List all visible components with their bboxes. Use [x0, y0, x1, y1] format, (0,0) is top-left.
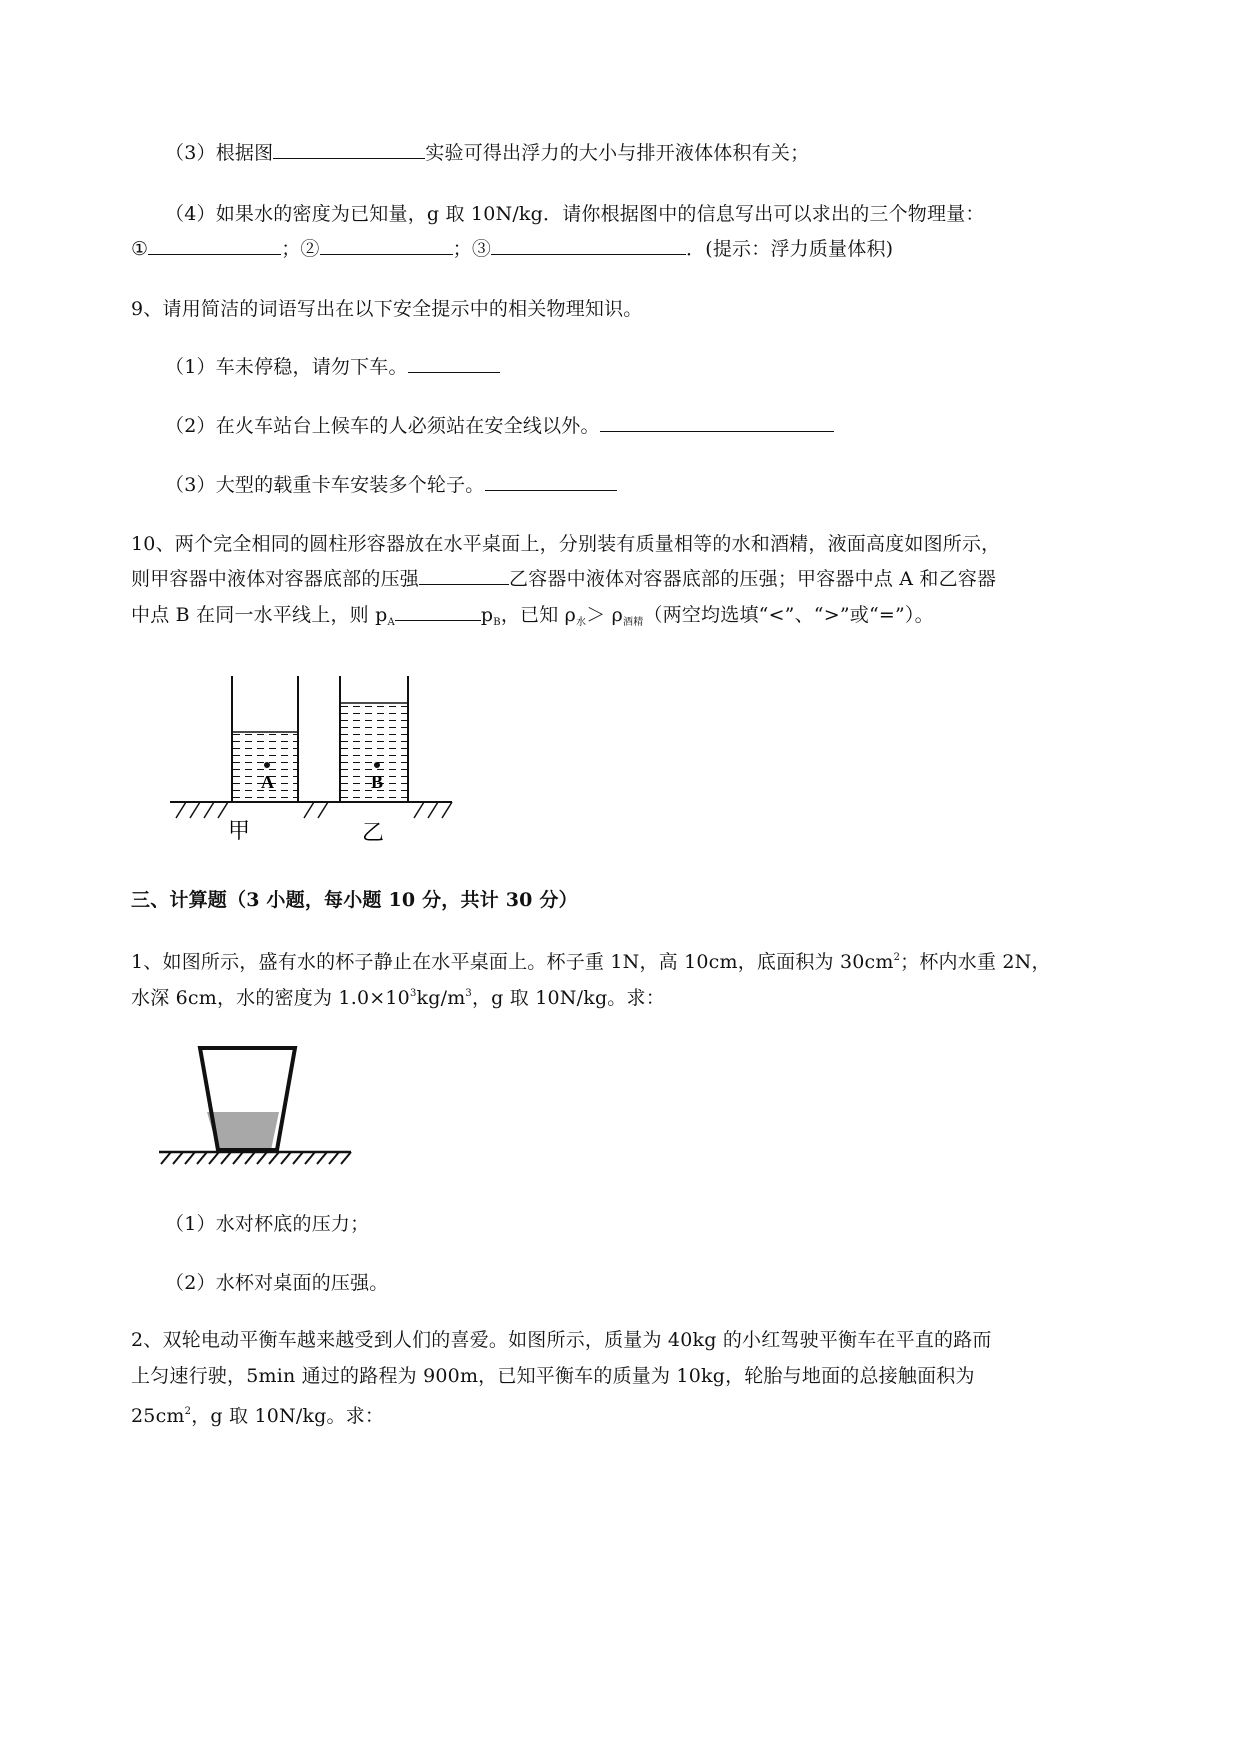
q10-line2 [131, 566, 996, 592]
label-jia: 甲 [228, 819, 251, 844]
c1-line2-sup2: 3 [465, 988, 472, 999]
q8-part4-blank-3[interactable] [491, 236, 686, 255]
q8-part3-suffix: 实验可得出浮力的大小与排开液体体积有关； [425, 142, 810, 164]
circle-3: ；③ [452, 238, 492, 260]
q10-pb-subscript: B [493, 617, 501, 628]
c2-line3-text: 25cm [131, 1405, 185, 1427]
point-b-label: B [371, 772, 384, 792]
q10-pb-text: p [480, 604, 494, 626]
c1-line1 [131, 945, 1051, 975]
q8-part3-prefix: （3）根据图 [165, 142, 274, 164]
q8-part4-hint: ．(提示：浮力质量体积) [686, 238, 894, 260]
circle-1: ① [131, 238, 149, 260]
q8-part3-blank[interactable] [273, 140, 425, 159]
q10-line2-prefix: 则甲容器中液体对容器底部的压强 [131, 568, 420, 590]
c2-line1: 2、双轮电动平衡车越来越受到人们的喜爱。如图所示，质量为 40kg 的小红驾驶平衡车在平直的路而 [131, 1329, 992, 1351]
q9-item-3-blank[interactable] [485, 472, 617, 491]
c1-line2-text: 水深 6cm，水的密度为 1.0×10 [131, 987, 410, 1009]
q9-item-1 [165, 354, 500, 380]
q10-line2-suffix: 乙容器中液体对容器底部的压强；甲容器中点 A 和乙容器 [509, 568, 997, 590]
c1-line2 [131, 981, 665, 1011]
c1-item-1: （1）水对杯底的压力； [165, 1213, 370, 1235]
q9-item-1-text: （1）车未停稳，请勿下车。 [165, 356, 408, 378]
c1-line2-unit: kg/m [416, 987, 466, 1009]
q10-blank-2[interactable] [395, 602, 481, 621]
q8-part3 [165, 140, 809, 166]
c2-line3-sup: 2 [184, 1406, 192, 1417]
label-yi: 乙 [362, 821, 385, 846]
c2-line2: 上匀速行驶，5min 通过的路程为 900m，已知平衡车的质量为 10kg，轮胎与地面的总接触面积为 [131, 1365, 975, 1387]
c1-line1-sup: 2 [893, 952, 901, 963]
q10-rho-water: ，已知 ρ [500, 604, 577, 626]
point-b-dot [374, 762, 380, 768]
q8-part4-blank-1[interactable] [148, 236, 281, 255]
q10-line3-suffix: （两空均选填“<”、“>”或“=”）。 [643, 604, 934, 626]
ground-hatch [170, 802, 452, 818]
c1-line2-sup1: 3 [409, 988, 417, 999]
q9-title: 9、请用简洁的词语写出在以下安全提示中的相关物理知识。 [131, 298, 643, 320]
point-a-label: A [261, 772, 274, 792]
q10-line3 [131, 602, 934, 636]
table-hatch [159, 1152, 351, 1164]
c1-item-2: （2）水杯对桌面的压强。 [165, 1272, 389, 1294]
q10-pa-text: 中点 B 在同一水平线上，则 p [131, 604, 388, 626]
q9-item-3 [165, 472, 617, 498]
section3-title: 三、计算题（3 小题，每小题 10 分，共计 30 分） [131, 889, 578, 911]
q10-blank-1[interactable] [419, 566, 509, 585]
circle-2: ；② [281, 238, 320, 260]
c1-line2-suffix: ，g 取 10N/kg。求： [471, 987, 665, 1009]
q8-part4-blank-2[interactable] [320, 236, 453, 255]
q9-item-1-blank[interactable] [408, 354, 500, 373]
c1-line1-suffix: ；杯内水重 2N， [900, 951, 1051, 973]
q8-part4-line2 [131, 236, 893, 262]
q8-part4-line1: （4）如果水的密度为已知量，g 取 10N/kg．请你根据图中的信息写出可以求出的三个物理量： [165, 203, 985, 225]
q9-item-2-text: （2）在火车站台上候车的人必须站在安全线以外。 [165, 415, 600, 437]
c1-line1-text: 1、如图所示，盛有水的杯子静止在水平桌面上。杯子重 1N，高 10cm，底面积为 30cm [131, 951, 894, 973]
cup-figure [155, 1040, 355, 1170]
q10-rho-alcohol: ＞ ρ [586, 604, 624, 626]
q9-item-2 [165, 413, 834, 439]
q10-pa-subscript: A [387, 617, 395, 628]
q9-item-2-blank[interactable] [600, 413, 834, 432]
q9-item-3-text: （3）大型的载重卡车安装多个轮子。 [165, 474, 485, 496]
c2-line3 [131, 1399, 384, 1429]
q10-line1: 10、两个完全相同的圆柱形容器放在水平桌面上，分别装有质量相等的水和酒精，液面高度如图所示， [131, 533, 1001, 555]
c2-line3-suffix: ，g 取 10N/kg。求： [191, 1405, 385, 1427]
q10-rho-alcohol-subscript: 酒精 [623, 617, 644, 628]
q10-rho-water-subscript: 水 [576, 617, 587, 628]
point-a-dot [264, 762, 270, 768]
containers-figure [160, 668, 460, 848]
